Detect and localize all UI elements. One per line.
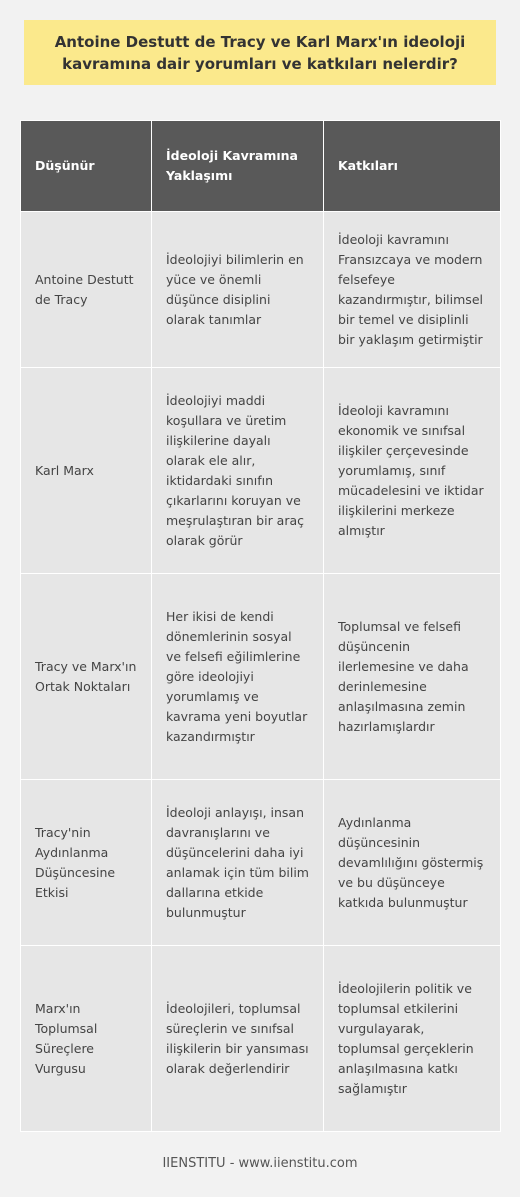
cell-approach: İdeolojileri, toplumsal süreçlerin ve sınıfsal ilişkilerin bir yansıması olarak değerlendirir xyxy=(152,946,324,1132)
table-row xyxy=(21,574,501,780)
cell-approach: Her ikisi de kendi dönemlerinin sosyal ve felsefi eğilimlerine göre ideolojiyi yorumlamış ve kavrama yeni boyutlar kazandırmıştır xyxy=(152,574,324,780)
header-contributions: Katkıları xyxy=(324,121,501,212)
comparison-table xyxy=(20,120,501,1132)
cell-contributions: Toplumsal ve felsefi düşüncenin ilerlemesine ve daha derinlemesine anlaşılmasına zemin hazırlamışlardır xyxy=(324,574,501,780)
cell-approach: İdeoloji anlayışı, insan davranışlarını ve düşüncelerini daha iyi anlamak için tüm bilim dallarına etkide bulunmuştur xyxy=(152,780,324,946)
cell-approach: İdeolojiyi maddi koşullara ve üretim ilişkilerine dayalı olarak ele alır, iktidardaki sınıfın çıkarlarını koruyan ve meşrulaştıran bir araç olarak görür xyxy=(152,368,324,574)
cell-contributions: Aydınlanma düşüncesinin devamlılığını göstermiş ve bu düşünceye katkıda bulunmuştur xyxy=(324,780,501,946)
table-header-row xyxy=(21,121,501,212)
table-row xyxy=(21,212,501,368)
title-banner xyxy=(24,20,496,85)
cell-thinker: Tracy'nin Aydınlanma Düşüncesine Etkisi xyxy=(21,780,152,946)
table-row xyxy=(21,368,501,574)
cell-contributions: İdeoloji kavramını Fransızcaya ve modern felsefeye kazandırmıştır, bilimsel bir temel ve disiplinli bir yaklaşım getirmiştir xyxy=(324,212,501,368)
table-row xyxy=(21,780,501,946)
footer-credit: IIENSTITU - www.iienstitu.com xyxy=(162,1156,358,1171)
cell-thinker: Karl Marx xyxy=(21,368,152,574)
header-approach: İdeoloji Kavramına Yaklaşımı xyxy=(152,121,324,212)
cell-contributions: İdeoloji kavramını ekonomik ve sınıfsal ilişkiler çerçevesinde yorumlamış, sınıf mücadelesini ve iktidar ilişkilerini merkeze almıştır xyxy=(324,368,501,574)
cell-contributions: İdeolojilerin politik ve toplumsal etkilerini vurgulayarak, toplumsal gerçeklerin anlaşılmasına katkı sağlamıştır xyxy=(324,946,501,1132)
page-title: Antoine Destutt de Tracy ve Karl Marx'ın ideoloji kavramına dair yorumları ve katkıları nelerdir? xyxy=(54,32,466,73)
table-row xyxy=(21,946,501,1132)
cell-thinker: Tracy ve Marx'ın Ortak Noktaları xyxy=(21,574,152,780)
cell-thinker: Antoine Destutt de Tracy xyxy=(21,212,152,368)
header-thinker: Düşünür xyxy=(21,121,152,212)
cell-thinker: Marx'ın Toplumsal Süreçlere Vurgusu xyxy=(21,946,152,1132)
cell-approach: İdeolojiyi bilimlerin en yüce ve önemli düşünce disiplini olarak tanımlar xyxy=(152,212,324,368)
